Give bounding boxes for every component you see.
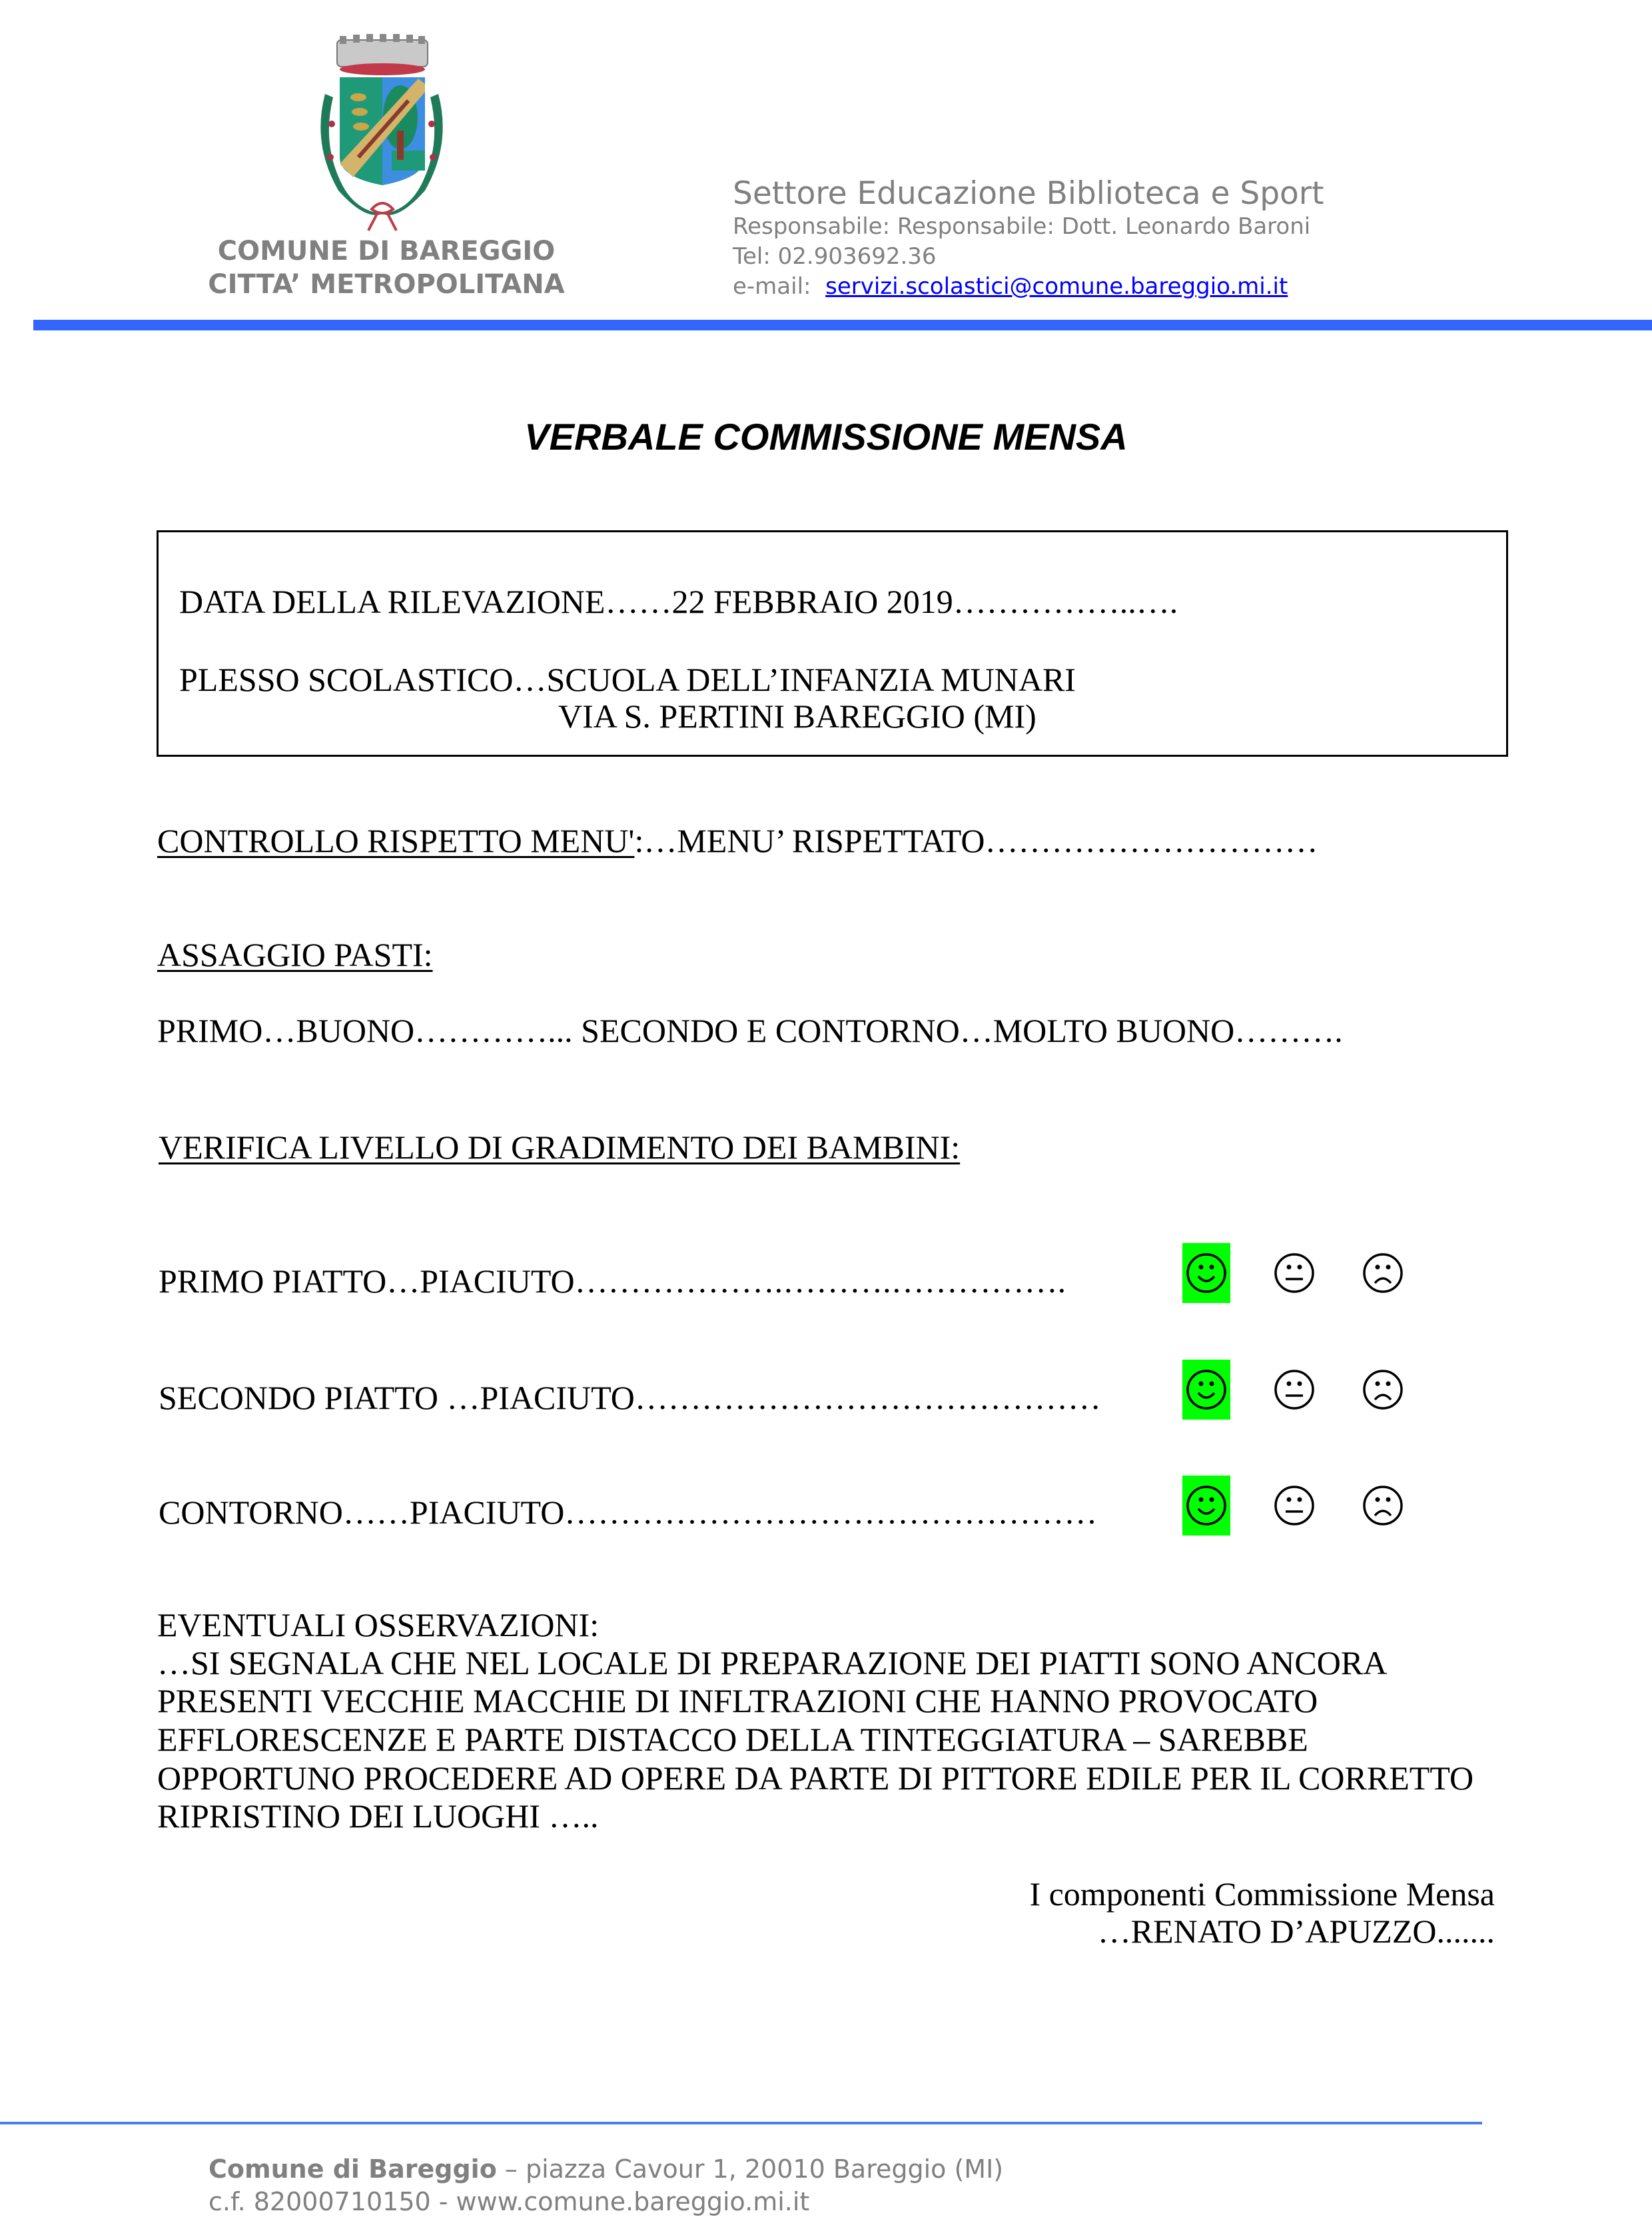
- signature-label: I componenti Commissione Mensa: [1029, 1875, 1495, 1913]
- tasting-heading: ASSAGGIO PASTI:: [157, 936, 433, 973]
- sad-face-icon: [1362, 1369, 1404, 1410]
- satisfaction-heading: VERIFICA LIVELLO DI GRADIMENTO DEI BAMBINI:: [159, 1128, 961, 1166]
- menu-check-label: CONTROLLO RISPETTO MENU': [157, 822, 635, 859]
- observation-line: OPPORTUNO PROCEDERE AD OPERE DA PARTE DI PITTORE EDILE PER IL CORRETTO: [157, 1759, 1474, 1797]
- municipality-region: CITTA’ METROPOLITANA: [208, 269, 565, 300]
- sad-face-icon: [1362, 1252, 1404, 1294]
- footer-org: Comune di Bareggio: [208, 2154, 497, 2184]
- document-title: VERBALE COMMISSIONE MENSA: [524, 416, 1128, 458]
- sad-face-option[interactable]: [1359, 1476, 1407, 1536]
- footer-address: [208, 2154, 1003, 2184]
- email-label: e-mail:: [733, 273, 811, 300]
- footer-address-text: – piazza Cavour 1, 20010 Bareggio (MI): [496, 2154, 1004, 2184]
- neutral-face-icon: [1274, 1369, 1315, 1410]
- municipality-name: COMUNE DI BAREGGIO: [217, 236, 556, 266]
- signature-name: …RENATO D’APUZZO.......: [1097, 1913, 1495, 1950]
- crown-icon: [337, 34, 428, 75]
- email-link[interactable]: servizi.scolastici@comune.bareggio.mi.it: [825, 273, 1288, 300]
- neutral-face-option[interactable]: [1270, 1360, 1318, 1420]
- menu-check-line: [157, 824, 1318, 857]
- department-responsible: Responsabile: Responsabile: Dott. Leonardo Baroni: [733, 213, 1311, 240]
- shield-icon: [340, 77, 425, 185]
- sad-face-icon: [1362, 1485, 1404, 1526]
- happy-face-icon: [1186, 1369, 1227, 1410]
- observations-heading: EVENTUALI OSSERVAZIONI:: [157, 1606, 600, 1643]
- observation-line: PRESENTI VECCHIE MACCHIE DI INFLTRAZIONI CHE HANNO PROVOCATO: [157, 1682, 1318, 1719]
- coat-of-arms-icon: [292, 31, 472, 237]
- rating-row-label: SECONDO PIATTO …PIACIUTO……………………………………: [159, 1379, 1101, 1416]
- happy-face-icon: [1186, 1485, 1227, 1526]
- sad-face-option[interactable]: [1359, 1243, 1407, 1303]
- menu-check-value: :…MENU’ RISPETTATO…………………………: [634, 822, 1318, 859]
- department-phone: Tel: 02.903692.36: [733, 243, 937, 270]
- school-address: VIA S. PERTINI BAREGGIO (MI): [558, 697, 1036, 735]
- department-name: Settore Educazione Biblioteca e Sport: [733, 175, 1324, 212]
- school-name: PLESSO SCOLASTICO…SCUOLA DELL’INFANZIA MUNARI: [179, 661, 1076, 698]
- observation-line: RIPRISTINO DEI LUOGHI …..: [157, 1797, 599, 1835]
- footer-tax-website: c.f. 82000710150 - www.comune.bareggio.mi.it: [208, 2187, 810, 2216]
- tasting-results: PRIMO…BUONO…………... SECONDO E CONTORNO…MOLTO BUONO……….: [157, 1012, 1343, 1049]
- rating-row-label: CONTORNO……PIACIUTO…………………………………………: [159, 1494, 1098, 1531]
- neutral-face-icon: [1274, 1485, 1315, 1526]
- neutral-face-option[interactable]: [1270, 1476, 1318, 1536]
- survey-date: DATA DELLA RILEVAZIONE……22 FEBBRAIO 2019……………..….: [179, 583, 1178, 620]
- neutral-face-option[interactable]: [1270, 1243, 1318, 1303]
- header-divider: [33, 320, 1652, 330]
- rating-row-label: PRIMO PIATTO…PIACIUTO……………….……….…………….: [159, 1262, 1066, 1300]
- happy-face-option[interactable]: [1182, 1476, 1230, 1536]
- happy-face-icon: [1186, 1252, 1227, 1294]
- coat-of-arms-logo: [286, 19, 466, 225]
- footer-divider: [0, 2122, 1482, 2124]
- sad-face-option[interactable]: [1359, 1360, 1407, 1420]
- happy-face-option[interactable]: [1182, 1360, 1230, 1420]
- happy-face-option[interactable]: [1182, 1243, 1230, 1303]
- neutral-face-icon: [1274, 1252, 1315, 1294]
- observation-line: …SI SEGNALA CHE NEL LOCALE DI PREPARAZIONE DEI PIATTI SONO ANCORA: [157, 1644, 1388, 1681]
- observation-line: EFFLORESCENZE E PARTE DISTACCO DELLA TINTEGGIATURA – SAREBBE: [157, 1721, 1308, 1758]
- department-email-row: [733, 273, 1288, 300]
